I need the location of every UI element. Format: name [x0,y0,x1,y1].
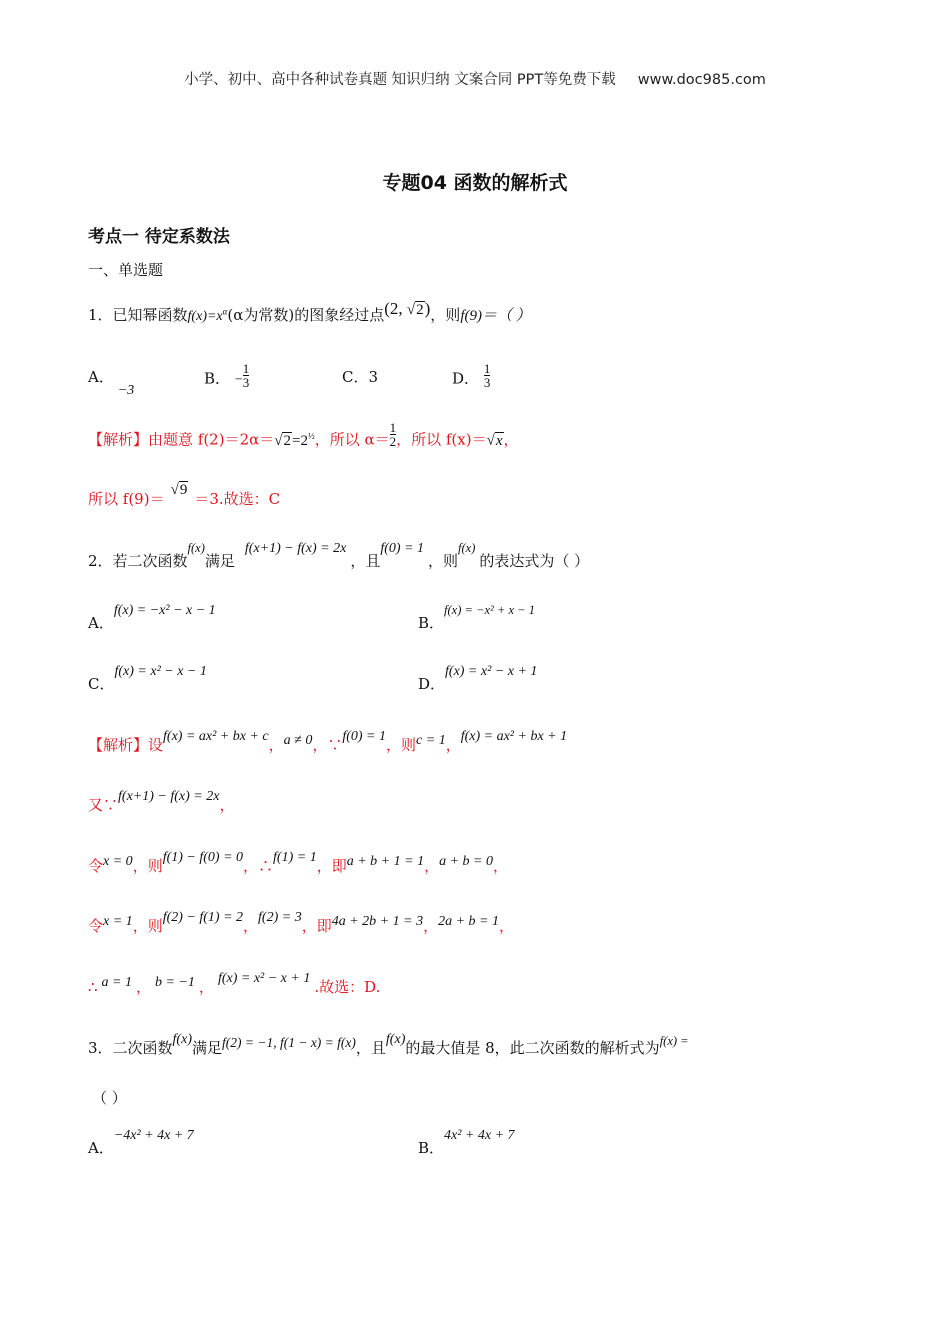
header-text: 小学、初中、高中各种试卷真题 知识归纳 文案合同 PPT等免费下载 [184,72,616,88]
q1-option-a-value: −3 [117,383,135,398]
q1-sqrt-x: √x [486,432,503,449]
q1-option-c[interactable]: C．3 [342,368,379,386]
q3-fx: f(x) [172,1032,192,1047]
subsection-heading: 一、单选题 [88,261,164,279]
q1-alpha-fraction: $\frac{1}{2}$ [389,420,397,449]
q2-option-b[interactable]: B．$^{f(x) = -x^2 + x - 1}$ [418,603,535,632]
q1-text-c: ，则 [430,306,461,324]
q3-option-a[interactable]: A．−4x² + 4x + 7 [88,1128,194,1157]
q1-f9: f(9)＝（ ） [460,308,531,324]
q2-fx-2: f(x) [458,541,476,555]
q1-option-b[interactable]: B． − $\frac{1}{3}$ [204,361,250,390]
q1-solution-line2: 所以 f(9)＝ √9 ＝3.故选：C [88,482,281,508]
q1-sqrt2: $√2=2^{\frac{1}{2}}$ [274,430,315,449]
q2-solution-line4: 令x = 1，则f(2) − f(1) = 2，f(2) = 3，即4a + 2b + 1 = 3，2a + b = 1， [88,910,515,935]
page-title: 专题04 函数的解析式 [382,172,568,194]
q1-option-d[interactable]: D． $\frac{1}{3}$ [452,361,491,390]
q3-fx-end: f(x) = [659,1034,689,1048]
q1-option-b-fraction: $\frac{1}{3}$ [242,361,250,390]
q1-option-a[interactable]: A．−3 [88,368,135,398]
question-2-stem: 2．若二次函数$^{f(x)}$满足f(x+1) − f(x) = 2x，且f(0) = 1，则$^{f(x)}$的表达式为（ ） [88,541,590,570]
q2-solution-line3: 令x = 0，则f(1) − f(0) = 0，∴f(1) = 1，即a + b + 1 = 1，a + b = 0， [88,850,509,875]
q2-condition: f(x+1) − f(x) = 2x [244,541,347,556]
section-heading: 考点一 待定系数法 [88,227,230,247]
q2-option-a[interactable]: A．f(x) = −x² − x − 1 [88,603,216,632]
q3-condition: f(2) = −1, f(1 − x) = f(x) [222,1035,356,1050]
header-url[interactable]: www.doc985.com [637,72,766,88]
q1-point: (2, √2) [384,299,431,318]
q1-text-b: (α为常数)的图象经过点 [227,306,385,324]
q3-answer-paren: （ ） [92,1089,127,1107]
q1-sqrt9: √9 [170,482,188,498]
page-header [0,68,950,89]
q1-option-d-fraction: $\frac{1}{3}$ [483,361,491,390]
q2-f0: f(0) = 1 [380,541,425,556]
q2-solution-line5: ∴ a = 1 ， b = −1 ， f(x) = x² − x + 1 .故选：D. [88,971,381,996]
q1-text-a: 1．已知幂函数 [88,306,188,324]
q2-option-c[interactable]: C．f(x) = x² − x − 1 [88,664,207,693]
q2-solution-line2: 又∵f(x+1) − f(x) = 2x， [88,789,235,814]
q2-solution-line1: 【解析】设f(x) = ax² + bx + c，a ≠ 0，∵f(0) = 1，则c = 1，f(x) = ax² + bx + 1 [88,729,568,754]
q1-fx: $f(x)=x^\alpha$ [187,306,228,324]
question-3-stem: 3．二次函数f(x)满足f(2) = −1, f(1 − x) = f(x)，且f(x)的最大值是 8，此二次函数的解析式为$^{f(x) =}$ [88,1032,689,1057]
question-1-stem [88,299,531,325]
q3-option-b[interactable]: B．4x² + 4x + 7 [418,1128,515,1157]
q2-fx: f(x) [187,541,205,555]
q1-solution-line1: 【解析】由题意 $f(2)=2\alpha=√2=2^{\frac{1}{2}}$，所以 α＝ $\frac{1}{2}$ ，所以 f(x)＝√x， [88,420,519,449]
q3-fx-2: f(x) [385,1032,406,1047]
q2-option-d[interactable]: D．f(x) = x² − x + 1 [418,664,538,693]
